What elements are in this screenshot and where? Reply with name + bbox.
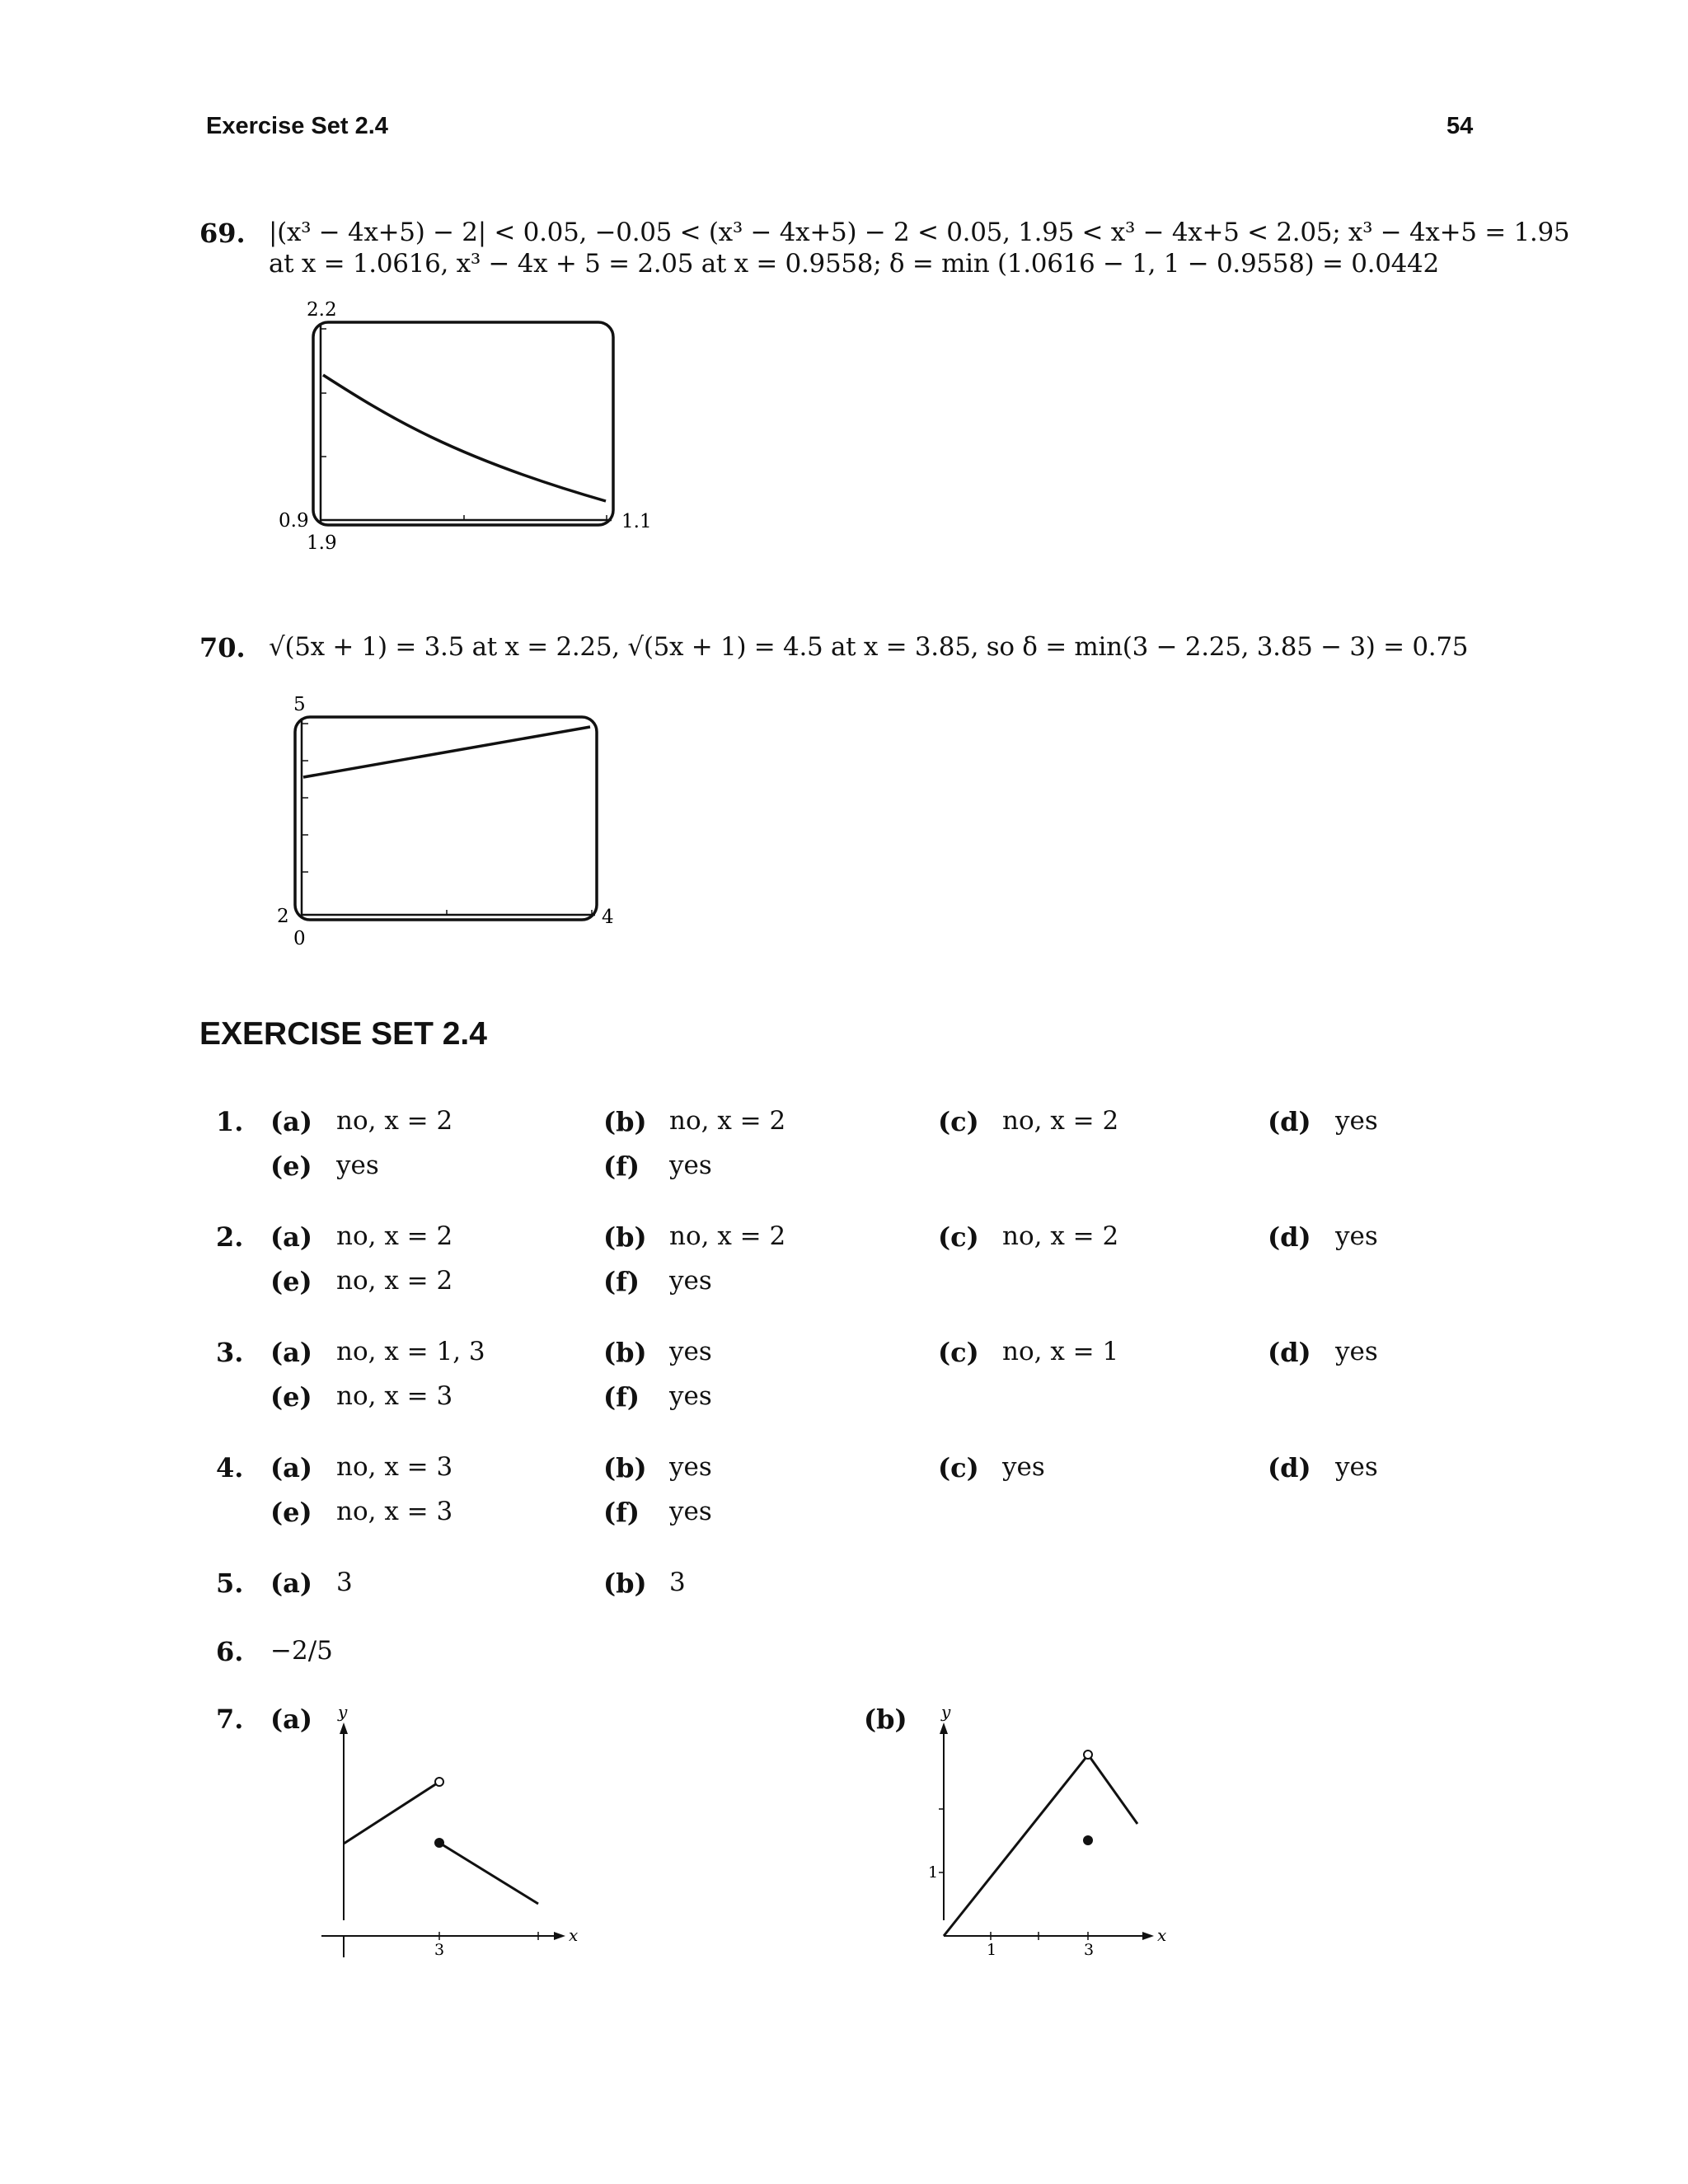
problem-69-x-right: 1.1 — [621, 511, 652, 532]
exercise-2-d-label: (d) — [1268, 1221, 1311, 1253]
problem-69-line-2: at x = 1.0616, x³ − 4x + 5 = 2.05 at x = 0.9558; δ = min (1.0616 − 1, 1 − 0.9558) = 0.0442 — [269, 249, 1439, 279]
problem-70-y-top: 5 — [293, 694, 306, 715]
exercise-4-f-answer: yes — [669, 1497, 712, 1526]
exercise-3-number: 3. — [216, 1337, 244, 1368]
exercise-4-c-answer: yes — [1002, 1452, 1045, 1482]
exercise-7b-x-axis-label: x — [1157, 1925, 1167, 1945]
exercise-4-f-label: (f) — [603, 1497, 640, 1528]
exercise-1-d-answer: yes — [1335, 1106, 1378, 1136]
exercise-7a-y-axis-label: y — [338, 1702, 348, 1722]
problem-69-graph — [272, 293, 652, 569]
exercise-3-c-label: (c) — [938, 1337, 979, 1368]
running-header-title: Exercise Set 2.4 — [206, 113, 388, 139]
exercise-5-a-label: (a) — [270, 1568, 313, 1599]
exercise-7a-tick-3: 3 — [434, 1941, 445, 1959]
exercise-2-f-answer: yes — [669, 1266, 712, 1296]
exercise-7b-graph — [923, 1702, 1203, 1982]
exercise-2-a-answer: no, x = 2 — [336, 1221, 453, 1251]
exercise-6-answer: −2/5 — [270, 1636, 333, 1666]
problem-70-x-right: 4 — [602, 907, 614, 928]
exercise-1-a-answer: no, x = 2 — [336, 1106, 453, 1136]
exercise-4-b-answer: yes — [669, 1452, 712, 1482]
exercise-4-d-label: (d) — [1268, 1452, 1311, 1483]
exercise-5-a-answer: 3 — [336, 1568, 353, 1597]
exercise-3-d-answer: yes — [1335, 1337, 1378, 1366]
exercise-4-e-label: (e) — [270, 1497, 312, 1528]
problem-70-line-graph — [303, 727, 590, 777]
exercise-2-c-label: (c) — [938, 1221, 979, 1253]
exercise-5-b-label: (b) — [603, 1568, 647, 1599]
exercise-3-f-label: (f) — [603, 1381, 640, 1413]
exercise-4-e-answer: no, x = 3 — [336, 1497, 453, 1526]
exercise-1-a-label: (a) — [270, 1106, 313, 1137]
exercise-2-e-label: (e) — [270, 1266, 312, 1297]
problem-69-number: 69. — [199, 218, 246, 249]
exercise-4-d-answer: yes — [1335, 1452, 1378, 1482]
exercise-4-c-label: (c) — [938, 1452, 979, 1483]
exercise-1-d-label: (d) — [1268, 1106, 1311, 1137]
section-heading: EXERCISE SET 2.4 — [199, 1016, 487, 1052]
problem-69-y-bottom: 1.9 — [307, 532, 337, 554]
exercise-3-e-answer: no, x = 3 — [336, 1381, 453, 1411]
exercise-3-f-answer: yes — [669, 1381, 712, 1411]
problem-69-line-1: |(x³ − 4x+5) − 2| < 0.05, −0.05 < (x³ − 4x+5) − 2 < 0.05, 1.95 < x³ − 4x+5 < 2.05; x³ − 4x+5 = 1.95 — [269, 218, 1570, 247]
exercise-1-b-answer: no, x = 2 — [669, 1106, 786, 1136]
exercise-5-b-answer: 3 — [669, 1568, 686, 1597]
exercise-7-b-label: (b) — [864, 1704, 907, 1735]
exercise-7b-tick-3: 3 — [1084, 1941, 1095, 1959]
exercise-2-f-label: (f) — [603, 1266, 640, 1297]
problem-70-x-left: 0 — [293, 928, 306, 949]
exercise-4-a-answer: no, x = 3 — [336, 1452, 453, 1482]
exercise-1-f-answer: yes — [669, 1151, 712, 1180]
exercise-7-number: 7. — [216, 1704, 244, 1735]
exercise-3-e-label: (e) — [270, 1381, 312, 1413]
exercise-3-b-answer: yes — [669, 1337, 712, 1366]
exercise-2-d-answer: yes — [1335, 1221, 1378, 1251]
exercise-4-b-label: (b) — [603, 1452, 647, 1483]
exercise-3-d-label: (d) — [1268, 1337, 1311, 1368]
page-number: 54 — [1447, 113, 1474, 139]
exercise-7b-y-tick-1: 1 — [928, 1863, 939, 1882]
exercise-3-b-label: (b) — [603, 1337, 647, 1368]
exercise-2-e-answer: no, x = 2 — [336, 1266, 453, 1296]
exercise-3-a-label: (a) — [270, 1337, 313, 1368]
exercise-7a-graph — [313, 1702, 593, 1982]
problem-69-curve — [323, 375, 606, 501]
exercise-7-a-label: (a) — [270, 1704, 313, 1735]
exercise-2-a-label: (a) — [270, 1221, 313, 1253]
problem-69-y-top: 2.2 — [307, 299, 337, 321]
exercise-4-number: 4. — [216, 1452, 244, 1483]
exercise-7b-y-axis-label: y — [941, 1702, 951, 1722]
exercise-3-a-answer: no, x = 1, 3 — [336, 1337, 485, 1366]
exercise-1-b-label: (b) — [603, 1106, 647, 1137]
exercise-7b-tick-1: 1 — [987, 1941, 997, 1959]
exercise-2-b-answer: no, x = 2 — [669, 1221, 786, 1251]
exercise-1-number: 1. — [216, 1106, 244, 1137]
exercise-4-a-label: (a) — [270, 1452, 313, 1483]
problem-70-y-bottom: 2 — [277, 906, 289, 927]
exercise-5-number: 5. — [216, 1568, 244, 1599]
problem-69-x-left: 0.9 — [279, 510, 309, 532]
exercise-2-b-label: (b) — [603, 1221, 647, 1253]
exercise-2-c-answer: no, x = 2 — [1002, 1221, 1119, 1251]
problem-70-line: √(5x + 1) = 3.5 at x = 2.25, √(5x + 1) = 4.5 at x = 3.85, so δ = min(3 − 2.25, 3.85 − 3) = 0.75 — [269, 632, 1469, 662]
exercise-3-c-answer: no, x = 1 — [1002, 1337, 1119, 1366]
exercise-1-c-answer: no, x = 2 — [1002, 1106, 1119, 1136]
exercise-6-number: 6. — [216, 1636, 244, 1667]
exercise-1-e-label: (e) — [270, 1151, 312, 1182]
problem-70-graph — [272, 676, 643, 952]
exercise-2-number: 2. — [216, 1221, 244, 1253]
exercise-7a-x-axis-label: x — [569, 1925, 579, 1945]
exercise-1-f-label: (f) — [603, 1151, 640, 1182]
exercise-1-c-label: (c) — [938, 1106, 979, 1137]
exercise-1-e-answer: yes — [336, 1151, 379, 1180]
problem-70-number: 70. — [199, 632, 246, 663]
